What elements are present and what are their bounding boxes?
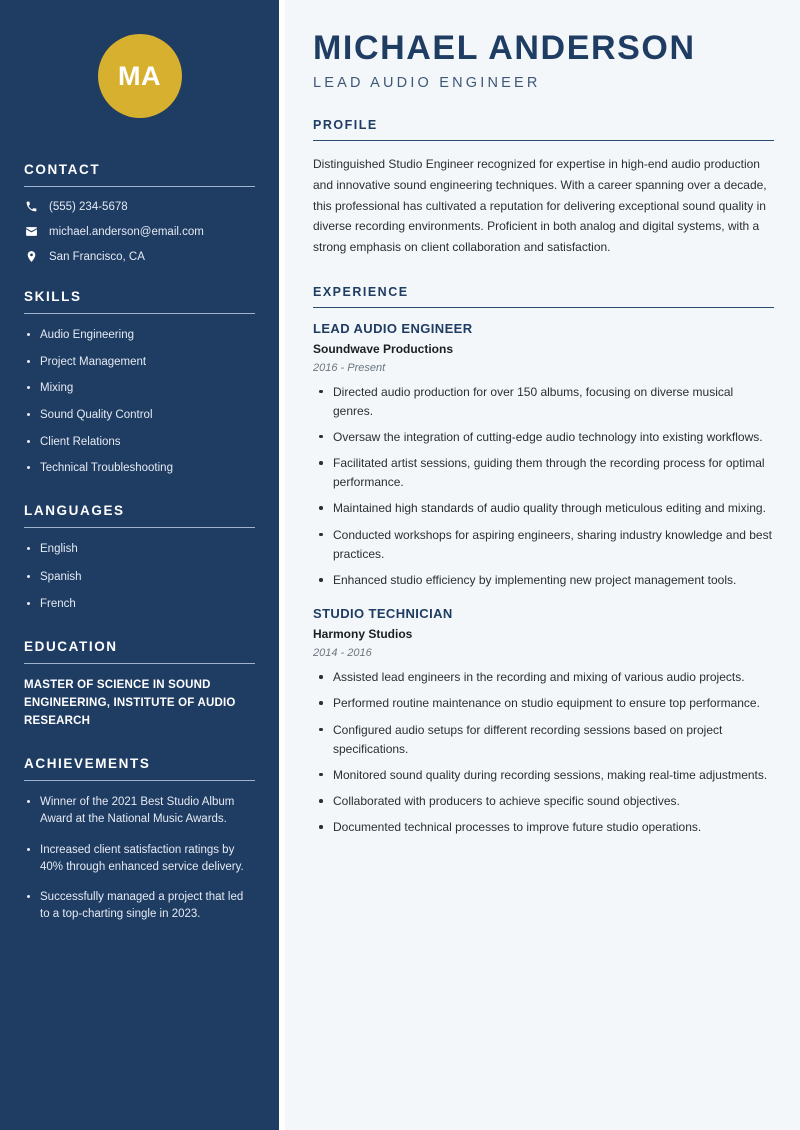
achievements-divider [24, 780, 255, 781]
main-content [285, 0, 800, 1130]
experience-heading: EXPERIENCE [313, 284, 409, 299]
list-item: Audio Engineering [24, 327, 255, 344]
languages-divider [24, 527, 255, 528]
job-title: STUDIO TECHNICIAN [313, 606, 453, 622]
achievements-section [24, 756, 255, 922]
profile-divider [313, 140, 774, 141]
achievements-heading: ACHIEVEMENTS [24, 756, 151, 772]
profile-heading: PROFILE [313, 118, 378, 133]
contact-row-location[interactable] [24, 250, 255, 263]
list-item: Successfully managed a project that led to a top-charting single in 2023. [24, 889, 255, 922]
contact-heading: CONTACT [24, 162, 101, 177]
list-item: Monitored sound quality during recording sessions, making real-time adjustments. [313, 766, 774, 785]
experience-entry [313, 606, 774, 837]
list-item: Facilitated artist sessions, guiding them through the recording process for optimal performance. [313, 454, 774, 492]
education-divider [24, 663, 255, 664]
list-item: Project Management [24, 354, 255, 371]
contact-value-email: michael.anderson@email.com [49, 225, 204, 238]
profile-text: Distinguished Studio Engineer recognized for expertise in high-end audio production and innovative sound engineering techniques. With a career spanning over a decade, this professional has cultivated a reputation for delivering exceptional sound quality in diverse recording environments. Proficient in both analog and digital systems, with a strong emphasis on client collaboration and satisfaction. [313, 157, 767, 254]
list-item: Client Relations [24, 434, 255, 451]
contact-section [24, 162, 255, 263]
list-item: Winner of the 2021 Best Studio Album Award at the National Music Awards. [24, 794, 255, 827]
contact-row-phone[interactable] [24, 200, 255, 213]
education-section [24, 639, 255, 730]
experience-entry [313, 321, 774, 591]
sidebar [0, 0, 279, 1130]
list-item: Maintained high standards of audio quality through meticulous editing and mixing. [313, 499, 774, 518]
list-item: Configured audio setups for different recording sessions based on project specifications. [313, 721, 774, 759]
list-item: Increased client satisfaction ratings by 40% through enhanced service delivery. [24, 842, 255, 875]
skills-list [24, 327, 255, 477]
contact-value-location: San Francisco, CA [49, 250, 145, 263]
job-role-subtitle: LEAD AUDIO ENGINEER [313, 75, 541, 92]
list-item: Directed audio production for over 150 albums, focusing on diverse musical genres. [313, 383, 774, 421]
contact-value-phone: (555) 234-5678 [49, 200, 128, 213]
list-item: Sound Quality Control [24, 407, 255, 424]
envelope-icon [24, 225, 38, 238]
contact-divider [24, 186, 255, 187]
list-item: Spanish [24, 569, 255, 586]
list-item: English [24, 541, 255, 558]
languages-section [24, 503, 255, 613]
list-item: French [24, 596, 255, 613]
skills-heading: SKILLS [24, 289, 82, 304]
job-dates: 2016 - Present [313, 361, 386, 374]
job-company: Soundwave Productions [313, 341, 454, 356]
languages-list [24, 541, 255, 613]
list-item: Assisted lead engineers in the recording and mixing of various audio projects. [313, 668, 774, 687]
job-bullet-list [313, 668, 774, 837]
list-item: Conducted workshops for aspiring engineers, sharing industry knowledge and best practices. [313, 526, 774, 564]
page-title: MICHAEL ANDERSON [313, 29, 696, 67]
experience-section [313, 285, 774, 838]
job-title: LEAD AUDIO ENGINEER [313, 320, 473, 336]
job-dates: 2014 - 2016 [313, 647, 372, 660]
job-company: Harmony Studios [313, 627, 413, 642]
list-item: Performed routine maintenance on studio equipment to ensure top performance. [313, 694, 774, 713]
list-item: Collaborated with producers to achieve specific sound objectives. [313, 792, 774, 811]
avatar-container [24, 0, 255, 162]
contact-row-email[interactable] [24, 225, 255, 238]
achievements-list [24, 794, 255, 922]
map-pin-icon [24, 250, 38, 263]
experience-divider [313, 307, 774, 308]
list-item: Documented technical processes to improve future studio operations. [313, 818, 774, 837]
phone-icon [24, 200, 38, 213]
profile-section [313, 118, 774, 257]
languages-heading: LANGUAGES [24, 503, 125, 519]
list-item: Technical Troubleshooting [24, 460, 255, 477]
avatar: MA [98, 34, 182, 118]
education-heading: EDUCATION [24, 639, 118, 655]
job-bullet-list [313, 383, 774, 591]
list-item: Mixing [24, 380, 255, 397]
skills-divider [24, 313, 255, 314]
skills-section [24, 289, 255, 477]
list-item: Enhanced studio efficiency by implementing new project management tools. [313, 571, 774, 590]
list-item: Oversaw the integration of cutting-edge audio technology into existing workflows. [313, 428, 774, 447]
education-degree: MASTER OF SCIENCE IN SOUND ENGINEERING, INSTITUTE OF AUDIO RESEARCH [24, 679, 236, 727]
